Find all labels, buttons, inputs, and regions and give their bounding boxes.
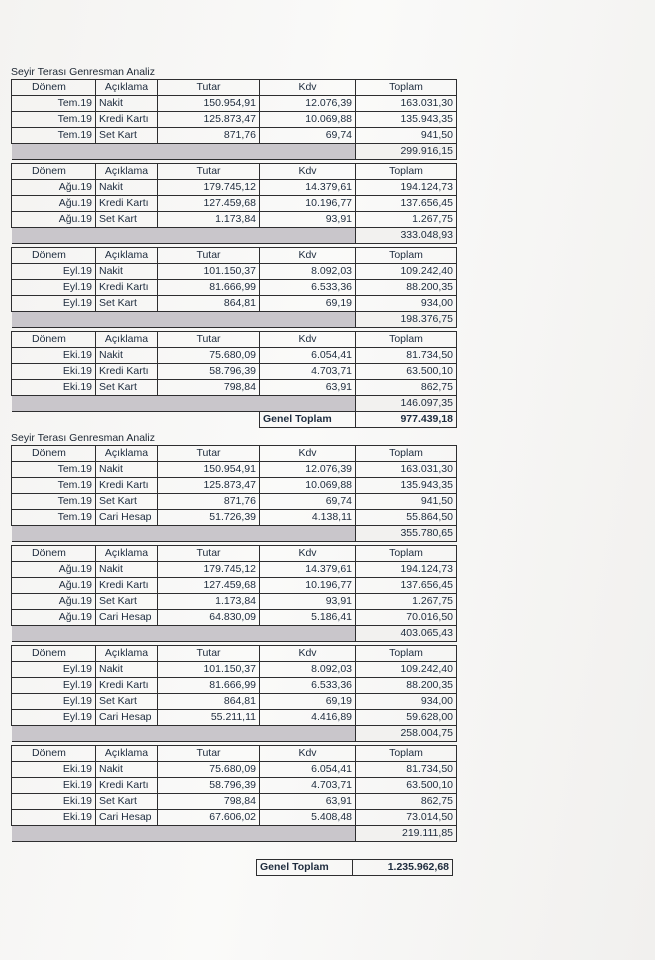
total-cell: 88.200,35 [356, 678, 457, 694]
period-cell: Eyl.19 [12, 296, 96, 312]
total-cell: 81.734,50 [356, 348, 457, 364]
vat-cell: 10.069,88 [260, 112, 356, 128]
description-cell: Kredi Kartı [96, 280, 158, 296]
subtotal-band [12, 312, 356, 328]
table-row [12, 778, 457, 794]
total-header: Toplam [356, 646, 457, 662]
amount-cell: 58.796,39 [158, 778, 260, 794]
table-row [12, 762, 457, 778]
table-row [12, 662, 457, 678]
amount-cell: 58.796,39 [158, 364, 260, 380]
period-cell: Eki.19 [12, 778, 96, 794]
description-cell: Nakit [96, 180, 158, 196]
period-cell: Eyl.19 [12, 280, 96, 296]
description-cell: Kredi Kartı [96, 364, 158, 380]
grand-total-value: 1.235.962,68 [353, 860, 453, 876]
subtotal-row [12, 228, 457, 244]
amount-cell: 55.211,11 [158, 710, 260, 726]
period-cell: Tem.19 [12, 478, 96, 494]
amount-cell: 798,84 [158, 794, 260, 810]
description-cell: Set Kart [96, 296, 158, 312]
amount-cell: 75.680,09 [158, 348, 260, 364]
subtotal-value: 258.004,75 [356, 726, 457, 742]
analysis-section-1 [11, 66, 457, 428]
description-cell: Kredi Kartı [96, 578, 158, 594]
amount-cell: 871,76 [158, 494, 260, 510]
period-cell: Ağu.19 [12, 594, 96, 610]
period-cell: Eyl.19 [12, 694, 96, 710]
vat-cell: 14.379,61 [260, 562, 356, 578]
table-row [12, 594, 457, 610]
table-row [12, 212, 457, 228]
subtotal-row [12, 144, 457, 160]
period-cell: Ağu.19 [12, 180, 96, 196]
analysis-table [11, 79, 457, 428]
amount-cell: 101.150,37 [158, 662, 260, 678]
vat-cell: 93,91 [260, 212, 356, 228]
amount-cell: 75.680,09 [158, 762, 260, 778]
description-cell: Set Kart [96, 380, 158, 396]
subtotal-band [12, 144, 356, 160]
period-cell: Eki.19 [12, 810, 96, 826]
vat-cell: 6.054,41 [260, 348, 356, 364]
period-cell: Eki.19 [12, 348, 96, 364]
amount-cell: 179.745,12 [158, 562, 260, 578]
vat-header: Kdv [260, 248, 356, 264]
total-cell: 163.031,30 [356, 462, 457, 478]
vat-cell: 69,74 [260, 128, 356, 144]
amount-cell: 67.606,02 [158, 810, 260, 826]
description-header: Açıklama [96, 80, 158, 96]
total-cell: 862,75 [356, 380, 457, 396]
total-cell: 55.864,50 [356, 510, 457, 526]
period-header: Dönem [12, 164, 96, 180]
amount-cell: 125.873,47 [158, 112, 260, 128]
total-cell: 1.267,75 [356, 212, 457, 228]
period-cell: Eyl.19 [12, 710, 96, 726]
analysis-table [11, 445, 457, 842]
table-row [12, 710, 457, 726]
description-cell: Nakit [96, 96, 158, 112]
total-cell: 73.014,50 [356, 810, 457, 826]
total-header: Toplam [356, 446, 457, 462]
table-row [12, 478, 457, 494]
subtotal-value: 355.780,65 [356, 526, 457, 542]
description-cell: Kredi Kartı [96, 196, 158, 212]
subtotal-band [12, 626, 356, 642]
total-cell: 109.242,40 [356, 264, 457, 280]
amount-cell: 64.830,09 [158, 610, 260, 626]
vat-header: Kdv [260, 646, 356, 662]
total-cell: 59.628,00 [356, 710, 457, 726]
description-cell: Kredi Kartı [96, 778, 158, 794]
amount-header: Tutar [158, 446, 260, 462]
total-cell: 137.656,45 [356, 196, 457, 212]
description-cell: Set Kart [96, 694, 158, 710]
vat-cell: 10.196,77 [260, 196, 356, 212]
amount-cell: 51.726,39 [158, 510, 260, 526]
table-row [12, 264, 457, 280]
subtotal-band [12, 228, 356, 244]
amount-cell: 864,81 [158, 694, 260, 710]
total-cell: 163.031,30 [356, 96, 457, 112]
table-row [12, 296, 457, 312]
description-cell: Set Kart [96, 494, 158, 510]
table-row [12, 694, 457, 710]
subtotal-band [12, 396, 356, 412]
amount-header: Tutar [158, 546, 260, 562]
table-row [12, 678, 457, 694]
vat-cell: 63,91 [260, 380, 356, 396]
table-row [12, 810, 457, 826]
period-cell: Tem.19 [12, 462, 96, 478]
vat-cell: 8.092,03 [260, 264, 356, 280]
vat-cell: 12.076,39 [260, 462, 356, 478]
period-cell: Tem.19 [12, 494, 96, 510]
description-cell: Nakit [96, 348, 158, 364]
vat-cell: 69,19 [260, 694, 356, 710]
amount-cell: 127.459,68 [158, 578, 260, 594]
table-row [12, 96, 457, 112]
subtotal-value: 299.916,15 [356, 144, 457, 160]
description-cell: Set Kart [96, 794, 158, 810]
table-row [12, 578, 457, 594]
description-header: Açıklama [96, 746, 158, 762]
period-cell: Ağu.19 [12, 610, 96, 626]
subtotal-value: 198.376,75 [356, 312, 457, 328]
description-cell: Nakit [96, 462, 158, 478]
period-cell: Eyl.19 [12, 678, 96, 694]
table-row [12, 364, 457, 380]
description-header: Açıklama [96, 546, 158, 562]
total-cell: 81.734,50 [356, 762, 457, 778]
vat-header: Kdv [260, 164, 356, 180]
total-cell: 862,75 [356, 794, 457, 810]
amount-cell: 81.666,99 [158, 280, 260, 296]
vat-cell: 6.533,36 [260, 678, 356, 694]
period-header: Dönem [12, 248, 96, 264]
period-cell: Ağu.19 [12, 196, 96, 212]
period-cell: Ağu.19 [12, 212, 96, 228]
period-header: Dönem [12, 746, 96, 762]
total-cell: 109.242,40 [356, 662, 457, 678]
total-cell: 135.943,35 [356, 478, 457, 494]
subtotal-row [12, 526, 457, 542]
period-cell: Tem.19 [12, 112, 96, 128]
subtotal-row [12, 312, 457, 328]
period-header: Dönem [12, 546, 96, 562]
vat-cell: 5.186,41 [260, 610, 356, 626]
table-header-row [12, 80, 457, 96]
period-cell: Tem.19 [12, 128, 96, 144]
description-cell: Set Kart [96, 594, 158, 610]
table-header-row [12, 446, 457, 462]
period-header: Dönem [12, 446, 96, 462]
table-row [12, 510, 457, 526]
total-cell: 63.500,10 [356, 778, 457, 794]
total-header: Toplam [356, 546, 457, 562]
period-cell: Eyl.19 [12, 662, 96, 678]
grand-total-row [12, 412, 457, 428]
description-header: Açıklama [96, 446, 158, 462]
vat-cell: 6.054,41 [260, 762, 356, 778]
vat-cell: 8.092,03 [260, 662, 356, 678]
table-header-row [12, 164, 457, 180]
vat-cell: 4.416,89 [260, 710, 356, 726]
grand-total-value: 977.439,18 [356, 412, 457, 428]
total-cell: 941,50 [356, 128, 457, 144]
description-cell: Kredi Kartı [96, 478, 158, 494]
amount-header: Tutar [158, 80, 260, 96]
description-cell: Kredi Kartı [96, 112, 158, 128]
vat-cell: 69,74 [260, 494, 356, 510]
description-header: Açıklama [96, 248, 158, 264]
description-cell: Cari Hesap [96, 810, 158, 826]
amount-header: Tutar [158, 164, 260, 180]
grand-total-label: Genel Toplam [257, 860, 353, 876]
period-header: Dönem [12, 80, 96, 96]
description-cell: Nakit [96, 264, 158, 280]
vat-cell: 14.379,61 [260, 180, 356, 196]
total-cell: 135.943,35 [356, 112, 457, 128]
table-row [12, 562, 457, 578]
total-header: Toplam [356, 248, 457, 264]
amount-header: Tutar [158, 248, 260, 264]
total-header: Toplam [356, 80, 457, 96]
total-cell: 137.656,45 [356, 578, 457, 594]
table-header-row [12, 746, 457, 762]
description-cell: Kredi Kartı [96, 678, 158, 694]
table-row [12, 380, 457, 396]
total-cell: 1.267,75 [356, 594, 457, 610]
amount-cell: 101.150,37 [158, 264, 260, 280]
description-cell: Cari Hesap [96, 710, 158, 726]
table-row [12, 180, 457, 196]
description-header: Açıklama [96, 164, 158, 180]
analysis-section-2 [11, 432, 457, 842]
amount-cell: 1.173,84 [158, 212, 260, 228]
amount-cell: 127.459,68 [158, 196, 260, 212]
subtotal-row [12, 726, 457, 742]
amount-cell: 150.954,91 [158, 462, 260, 478]
total-cell: 194.124,73 [356, 562, 457, 578]
amount-cell: 798,84 [158, 380, 260, 396]
period-cell: Eki.19 [12, 794, 96, 810]
total-header: Toplam [356, 746, 457, 762]
description-header: Açıklama [96, 332, 158, 348]
table-row [12, 128, 457, 144]
vat-cell: 10.196,77 [260, 578, 356, 594]
vat-header: Kdv [260, 80, 356, 96]
amount-header: Tutar [158, 746, 260, 762]
vat-header: Kdv [260, 446, 356, 462]
vat-cell: 69,19 [260, 296, 356, 312]
total-cell: 88.200,35 [356, 280, 457, 296]
vat-cell: 63,91 [260, 794, 356, 810]
total-cell: 63.500,10 [356, 364, 457, 380]
table-header-row [12, 546, 457, 562]
subtotal-row [12, 626, 457, 642]
period-cell: Ağu.19 [12, 562, 96, 578]
description-cell: Nakit [96, 562, 158, 578]
vat-header: Kdv [260, 332, 356, 348]
table-row [12, 196, 457, 212]
total-header: Toplam [356, 332, 457, 348]
period-cell: Ağu.19 [12, 578, 96, 594]
vat-cell: 93,91 [260, 594, 356, 610]
vat-cell: 5.408,48 [260, 810, 356, 826]
amount-cell: 179.745,12 [158, 180, 260, 196]
subtotal-value: 403.065,43 [356, 626, 457, 642]
vat-cell: 10.069,88 [260, 478, 356, 494]
description-header: Açıklama [96, 646, 158, 662]
total-header: Toplam [356, 164, 457, 180]
subtotal-row [12, 826, 457, 842]
description-cell: Nakit [96, 662, 158, 678]
grand-total-spacer [12, 412, 260, 428]
description-cell: Nakit [96, 762, 158, 778]
section-title: Seyir Terası Genresman Analiz [11, 66, 155, 78]
grand-total-box [256, 859, 453, 876]
period-cell: Tem.19 [12, 96, 96, 112]
period-cell: Eki.19 [12, 762, 96, 778]
subtotal-row [12, 396, 457, 412]
section-title: Seyir Terası Genresman Analiz [11, 432, 155, 444]
vat-header: Kdv [260, 546, 356, 562]
table-row [12, 462, 457, 478]
amount-cell: 871,76 [158, 128, 260, 144]
subtotal-band [12, 826, 356, 842]
amount-header: Tutar [158, 646, 260, 662]
table-row [12, 112, 457, 128]
amount-header: Tutar [158, 332, 260, 348]
period-cell: Tem.19 [12, 510, 96, 526]
subtotal-band [12, 726, 356, 742]
vat-cell: 12.076,39 [260, 96, 356, 112]
total-cell: 941,50 [356, 494, 457, 510]
period-header: Dönem [12, 332, 96, 348]
vat-cell: 4.703,71 [260, 778, 356, 794]
vat-cell: 6.533,36 [260, 280, 356, 296]
vat-header: Kdv [260, 746, 356, 762]
table-row [12, 348, 457, 364]
vat-cell: 4.703,71 [260, 364, 356, 380]
table-row [12, 280, 457, 296]
total-cell: 934,00 [356, 296, 457, 312]
subtotal-value: 146.097,35 [356, 396, 457, 412]
description-cell: Set Kart [96, 128, 158, 144]
amount-cell: 864,81 [158, 296, 260, 312]
table-row [12, 794, 457, 810]
table-header-row [12, 332, 457, 348]
amount-cell: 1.173,84 [158, 594, 260, 610]
subtotal-band [12, 526, 356, 542]
description-cell: Cari Hesap [96, 510, 158, 526]
total-cell: 934,00 [356, 694, 457, 710]
table-header-row [12, 646, 457, 662]
table-header-row [12, 248, 457, 264]
total-cell: 70.016,50 [356, 610, 457, 626]
total-cell: 194.124,73 [356, 180, 457, 196]
amount-cell: 150.954,91 [158, 96, 260, 112]
period-cell: Eki.19 [12, 364, 96, 380]
vat-cell: 4.138,11 [260, 510, 356, 526]
description-cell: Cari Hesap [96, 610, 158, 626]
amount-cell: 125.873,47 [158, 478, 260, 494]
description-cell: Set Kart [96, 212, 158, 228]
period-cell: Eki.19 [12, 380, 96, 396]
amount-cell: 81.666,99 [158, 678, 260, 694]
subtotal-value: 219.111,85 [356, 826, 457, 842]
table-row [12, 494, 457, 510]
grand-total-label: Genel Toplam [260, 412, 356, 428]
period-header: Dönem [12, 646, 96, 662]
subtotal-value: 333.048,93 [356, 228, 457, 244]
table-row [12, 610, 457, 626]
period-cell: Eyl.19 [12, 264, 96, 280]
